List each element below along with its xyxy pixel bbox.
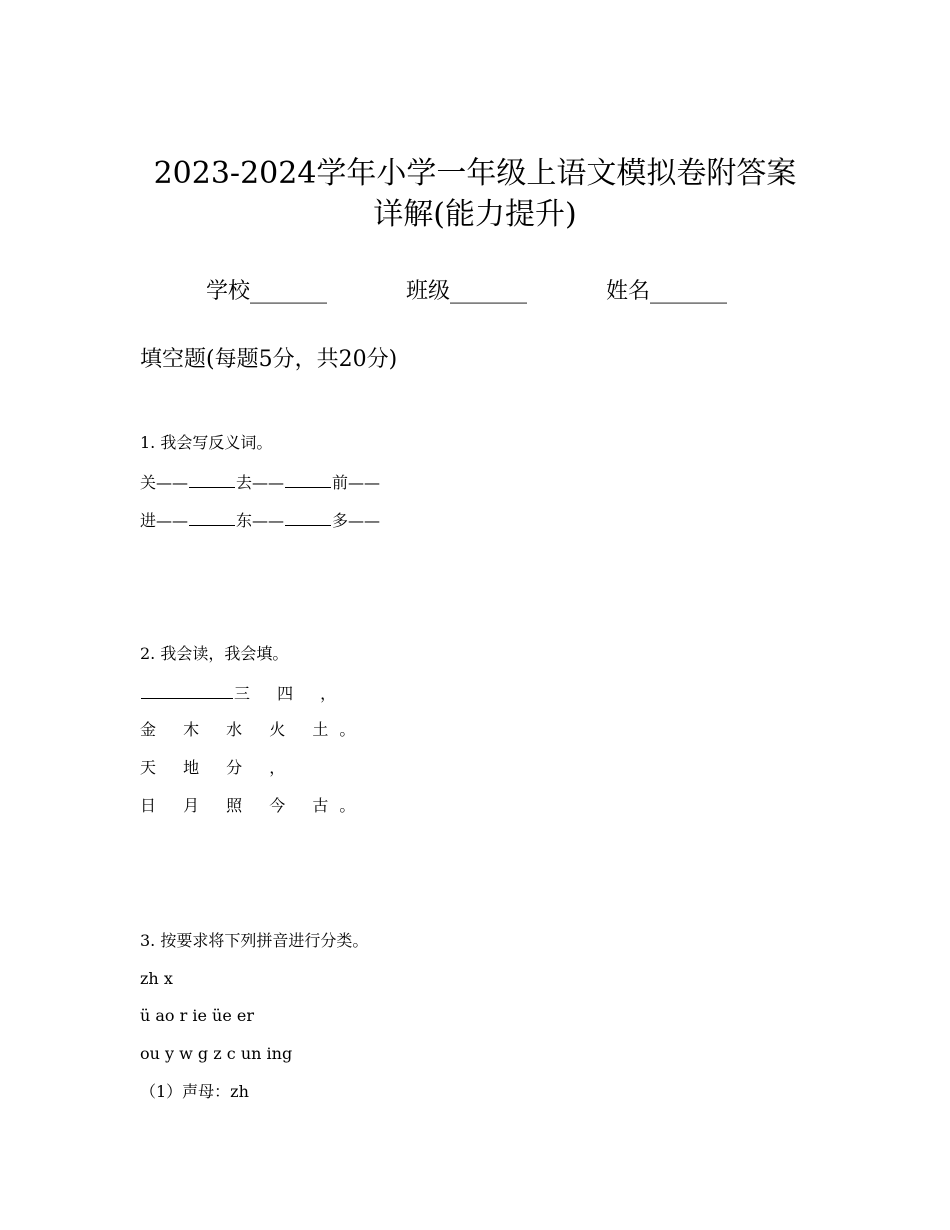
class-field: 班级_______ xyxy=(406,279,528,304)
document-title-line-2: 详解(能力提升) xyxy=(373,197,577,232)
question-3-line-1: zh x xyxy=(140,969,173,988)
question-1-prompt: 1. 我会写反义词。 xyxy=(140,433,273,452)
question-3-prompt: 3. 按要求将下列拼音进行分类。 xyxy=(140,931,369,950)
antonym-item: 多—— xyxy=(332,511,381,530)
question-1-row-2 xyxy=(140,508,380,532)
answer-blank xyxy=(285,508,331,526)
answer-blank xyxy=(141,681,233,699)
question-2-line-1 xyxy=(140,681,347,705)
school-field: 学校_______ xyxy=(206,279,328,304)
poem-text: 三 四 ， xyxy=(234,684,348,703)
question-2-line-4: 日 月 照 今 古。 xyxy=(140,796,367,815)
antonym-item: 东—— xyxy=(236,511,285,530)
answer-blank xyxy=(285,470,331,488)
question-3-line-3: ou y w g z c un ing xyxy=(140,1044,293,1063)
answer-blank xyxy=(189,470,235,488)
question-3-line-4: （1）声母：zh xyxy=(140,1082,249,1101)
question-1-row-1 xyxy=(140,470,380,494)
answer-blank xyxy=(189,508,235,526)
question-2-line-3: 天 地 分 ， xyxy=(140,758,297,777)
antonym-item: 进—— xyxy=(140,511,189,530)
question-2-line-2: 金 木 水 火 土。 xyxy=(140,720,367,739)
antonym-item: 关—— xyxy=(140,473,189,492)
document-title-line-1: 2023-2024学年小学一年级上语文模拟卷附答案 xyxy=(153,156,797,191)
antonym-item: 去—— xyxy=(236,473,285,492)
question-2-prompt: 2. 我会读，我会填。 xyxy=(140,644,289,663)
question-3-line-2: ü ao r ie üe er xyxy=(140,1006,255,1025)
section-heading: 填空题(每题5分，共20分) xyxy=(140,347,398,372)
name-field: 姓名_______ xyxy=(606,279,728,304)
antonym-item: 前—— xyxy=(332,473,381,492)
